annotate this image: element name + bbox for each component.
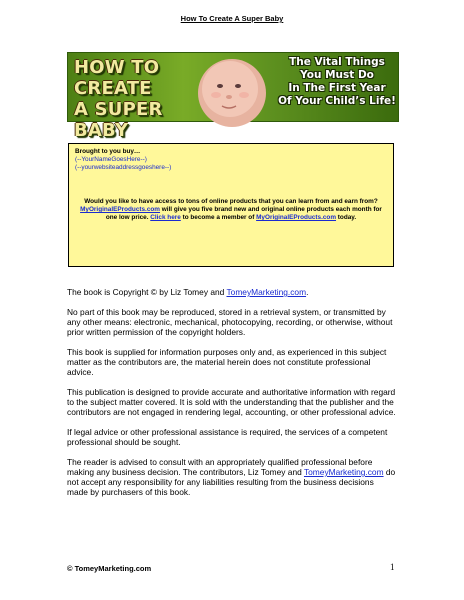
myoriginaleproducts-link[interactable]: MyOriginalEProducts.com: [256, 214, 337, 221]
tomeymarketing-link[interactable]: TomeyMarketing.com: [226, 287, 307, 297]
banner-subtitle-line: In The First Year: [288, 82, 386, 94]
disclaimer-text: The reader is advised to consult with an appropriately qualified professional before making any business decision. The contributors, Liz Tomey and: [67, 457, 373, 477]
promo-text: will give you five brand new and original online products each month for one low price.: [105, 206, 382, 221]
legal-advice-paragraph: If legal advice or other professional assistance is required, the services of a competent professional should be sought.: [67, 427, 388, 447]
name-placeholder: (--YourNameGoesHere--): [75, 156, 147, 163]
click-here-link[interactable]: Click here: [150, 214, 181, 221]
tomeymarketing-link[interactable]: TomeyMarketing.com: [303, 467, 384, 477]
page-header-title: How To Create A Super Baby: [180, 14, 284, 23]
myoriginaleproducts-link[interactable]: MyOriginalEProducts.com: [80, 206, 160, 213]
brought-by-label: Brought to you buy…: [75, 148, 141, 155]
information-paragraph: This book is supplied for information purposes only and, as experienced in this subject matter as the contributors are, the material herein does not constitute professional advice.: [67, 347, 387, 377]
banner-title: [74, 57, 186, 141]
website-placeholder: (--yourwebsiteaddressgoeshere--): [75, 164, 172, 171]
page-number: 1: [390, 562, 395, 572]
copyright-text: .: [306, 287, 309, 297]
promo-message: [75, 198, 387, 222]
publication-paragraph: This publication is designed to provide accurate and authoritative information with regard to the subject matter covered. It is sold with the understanding that the publisher and the contributors are not engaged in rendering legal, accounting, or other professional advice.: [67, 387, 396, 417]
baby-image: [186, 53, 276, 121]
banner-title-line: A SUPER BABY: [74, 99, 163, 141]
document-body: [67, 287, 397, 507]
promo-text: Would you like to have access to tons of online products that you can learn from and earn from?: [84, 198, 378, 205]
promo-text: today.: [336, 214, 357, 221]
banner-title-line: HOW TO CREATE: [74, 57, 160, 99]
disclaimer-paragraph: [67, 457, 397, 497]
book-banner: [67, 52, 399, 141]
copyright-paragraph: [67, 287, 397, 297]
promo-text: to become a member of: [180, 214, 257, 221]
copyright-text: The book is Copyright © by Liz Tomey and: [67, 287, 227, 297]
banner-subtitle-line: Of Your Child’s Life!: [278, 95, 396, 107]
banner-subtitle: [276, 56, 398, 108]
reproduction-paragraph: No part of this book may be reproduced, stored in a retrieval system, or transmitted by any other means: electronic, mechanical, photocopying, recording, or otherwise, without prior written permission of the copyright holders.: [67, 307, 393, 337]
footer-copyright: © TomeyMarketing.com: [67, 564, 152, 573]
promo-box: [68, 143, 394, 267]
banner-subtitle-line: The Vital Things: [289, 56, 385, 68]
banner-subtitle-line: You Must Do: [300, 69, 374, 81]
disclaimer-text: do not accept any responsibility for any liabilities resulting from the business decisions made by purchasers of this book.: [67, 467, 396, 497]
